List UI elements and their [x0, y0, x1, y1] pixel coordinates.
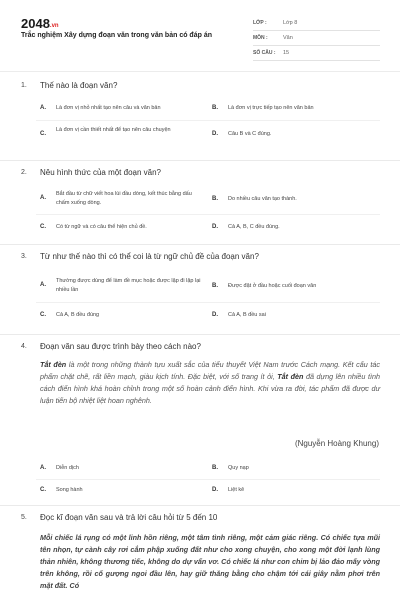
- option-text: Là đơn vị trực tiếp tạo nên văn bản: [228, 105, 314, 111]
- option-c[interactable]: [40, 223, 210, 235]
- row-divider: [36, 302, 380, 303]
- meta-row-subject: [253, 31, 380, 46]
- divider: [0, 505, 400, 506]
- option-letter: B.: [212, 465, 218, 471]
- option-letter: C.: [40, 224, 46, 230]
- question-1: [0, 74, 400, 164]
- option-text: Diễn dịch: [56, 465, 79, 471]
- question-text: Thế nào là đoạn văn?: [40, 81, 118, 90]
- question-4: [0, 334, 400, 502]
- passage-text: là một trong những thành tựu xuất sắc của tiểu thuyết Việt Nam trước Cách mạng. Kết cấu tác phẩm chặt chẽ, rất liền mạch, giàu kịch tính. Đặc biệt, với số trang ít ỏi,: [40, 360, 380, 381]
- option-b[interactable]: [212, 104, 380, 116]
- option-text: Do nhiều câu văn tạo thành.: [228, 196, 297, 202]
- option-letter: A.: [40, 465, 46, 471]
- option-a[interactable]: [40, 464, 210, 476]
- question-text: Nêu hình thức của một đoạn văn?: [40, 168, 161, 177]
- brand-suffix: .vn: [49, 23, 59, 29]
- option-c[interactable]: [40, 126, 210, 146]
- meta-label: SỐ CÂU :: [253, 50, 276, 56]
- option-d[interactable]: [212, 311, 380, 323]
- option-b[interactable]: [212, 282, 380, 294]
- question-5: [0, 505, 400, 600]
- divider: [0, 334, 400, 335]
- passage-bold: Tắt đèn: [277, 372, 304, 381]
- question-number: 2.: [21, 169, 27, 176]
- question-number: 5.: [21, 514, 27, 521]
- row-divider: [36, 214, 380, 215]
- meta-label: MÔN :: [253, 35, 268, 41]
- passage-author: (Nguyễn Hoàng Khung): [294, 439, 379, 448]
- option-b[interactable]: [212, 464, 380, 476]
- option-letter: C.: [40, 487, 46, 493]
- option-letter: D.: [212, 487, 218, 493]
- option-text: Cả A, B đều sai: [228, 312, 266, 318]
- row-divider: [36, 479, 380, 480]
- header: [0, 0, 400, 72]
- meta-value: Lớp 8: [283, 20, 298, 26]
- option-b[interactable]: [212, 195, 380, 207]
- option-text: Bắt đầu từ chữ viết hoa lùi đầu dòng, kết thúc bằng dấu chấm xuống dòng.: [56, 191, 192, 206]
- option-letter: A.: [40, 282, 46, 288]
- option-text: Được đặt ở đầu hoặc cuối đoạn văn: [228, 283, 317, 289]
- option-text: Quy nạp: [228, 465, 249, 471]
- question-number: 1.: [21, 82, 27, 89]
- divider: [0, 244, 400, 245]
- brand-name: 2048: [21, 16, 50, 31]
- option-text: Là đơn vị cần thiết nhất để tạo nên câu chuyện: [56, 127, 171, 133]
- option-letter: B.: [212, 283, 218, 289]
- option-a[interactable]: [40, 277, 210, 297]
- option-letter: B.: [212, 105, 218, 111]
- option-letter: D.: [212, 131, 218, 137]
- question-number: 4.: [21, 343, 27, 350]
- question-text: Đoạn văn sau được trình bày theo cách nào?: [40, 342, 201, 351]
- option-letter: A.: [40, 105, 46, 111]
- option-c[interactable]: [40, 311, 210, 323]
- meta-row-grade: [253, 16, 380, 31]
- passage: Mỗi chiếc lá rụng có một linh hồn riêng, một tâm tình riêng, một cảm giác riêng. Có chiếc tựa mũi tên nhọn, tự cành cây rơi cắm phập xuống đất như cho xong chuyện, cho xong một đời lạnh lùng thản nhiên, không thương tiếc, không do dự vẩn vơ. Có chiếc lá như con chim bị lảo đảo mấy vòng trên không, rồi cố gượng ngoi đầu lên, hay giữ thăng bằng cho chậm tới cái giây nằm phơi trên mặt đất. Có: [40, 533, 380, 590]
- meta-table: [253, 16, 380, 61]
- option-letter: C.: [40, 312, 46, 318]
- divider: [0, 160, 400, 161]
- option-text: Cả A, B đều đúng: [56, 312, 100, 318]
- page-title: Trắc nghiệm Xây dựng đoạn văn trong văn bản có đáp án: [21, 32, 212, 39]
- question-text: Đọc kĩ đoạn văn sau và trả lời câu hỏi từ 5 đến 10: [40, 513, 218, 522]
- option-text: Cả A, B, C đều đúng.: [228, 224, 280, 230]
- option-letter: D.: [212, 312, 218, 318]
- option-d[interactable]: [212, 486, 380, 498]
- meta-label: LỚP :: [253, 20, 267, 26]
- option-a[interactable]: [40, 190, 210, 210]
- option-letter: C.: [40, 131, 46, 137]
- option-letter: D.: [212, 224, 218, 230]
- option-a[interactable]: [40, 104, 210, 116]
- question-text: Từ như thế nào thì có thể coi là từ ngữ chủ đề của đoạn văn?: [40, 252, 259, 261]
- meta-value: Văn: [283, 35, 293, 41]
- option-letter: B.: [212, 196, 218, 202]
- option-text: Thường được dùng để làm đề mục hoặc được lặp đi lặp lại nhiều lần: [56, 278, 201, 293]
- option-d[interactable]: [212, 223, 380, 235]
- divider: [0, 71, 400, 72]
- passage-text: đã dựng lên nhiều tình cách điển hình khá hoàn chỉnh trong một số hoàn cảnh điển hình. Khi vừa ra đời, tác phẩm đã được dư luận tiến bộ nhiệt liệt hoan nghênh.: [40, 372, 380, 405]
- option-text: Câu B và C đúng.: [228, 131, 272, 137]
- passage: [40, 359, 380, 407]
- option-letter: A.: [40, 195, 46, 201]
- question-2: [0, 160, 400, 244]
- option-text: Có từ ngữ và có câu thể hiện chủ đề.: [56, 224, 147, 230]
- meta-value: 15: [283, 50, 290, 56]
- passage-bold: Tắt đèn: [40, 360, 67, 369]
- meta-row-count: [253, 46, 380, 61]
- option-c[interactable]: [40, 486, 210, 498]
- option-text: Liệt kê: [228, 487, 245, 493]
- option-text: Song hành: [56, 487, 83, 493]
- option-d[interactable]: [212, 130, 380, 142]
- question-number: 3.: [21, 253, 27, 260]
- option-text: Là đơn vị nhỏ nhất tạo nên câu và văn bản: [56, 105, 161, 111]
- row-divider: [36, 120, 380, 121]
- brand-logo[interactable]: [21, 16, 59, 31]
- question-3: [0, 244, 400, 334]
